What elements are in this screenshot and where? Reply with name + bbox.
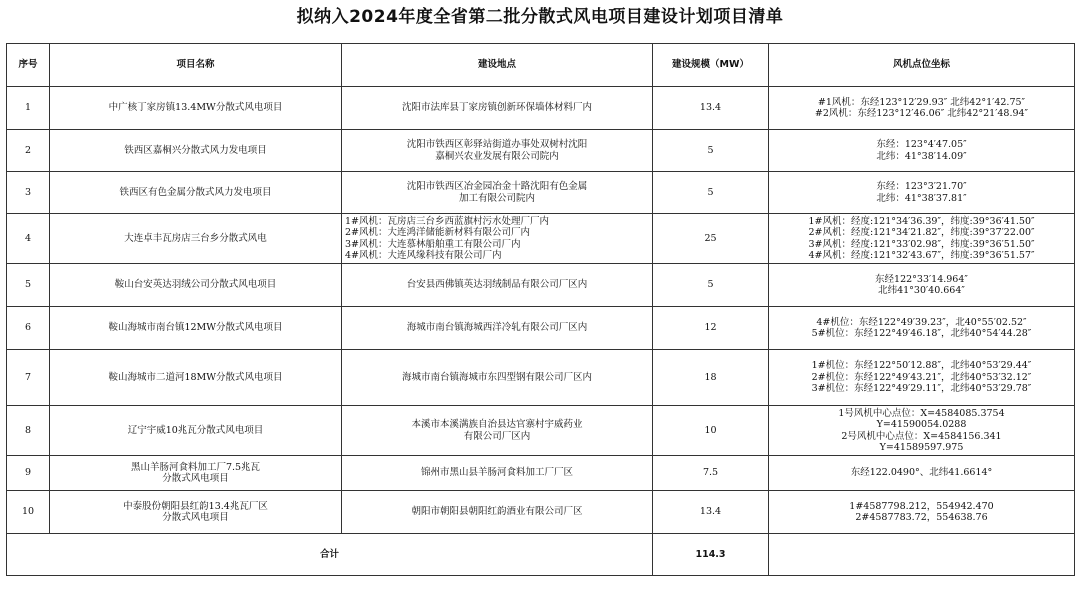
turbine-coords-line: 东经：123°4′47.05″ [876,139,967,150]
project-location-line: 4#风机：大连风缘科技有限公司厂内 [345,250,502,261]
project-location-line: 3#风机：大连慕林船舶重工有限公司厂内 [345,238,521,250]
project-location [342,307,653,350]
project-name-line: 中广核丁家房镇13.4MW分散式风电项目 [108,102,283,114]
turbine-coords [769,172,1075,214]
table-row [7,406,1075,456]
project-location-line: 1#风机：瓦房店三台乡西蓝旗村污水处理厂厂内 [345,215,550,227]
turbine-coords-line: 1号风机中心点位：X=4584085.3754 [838,407,1005,419]
turbine-coords-line: 东经：123°3′21.70″ [876,181,967,192]
row-number: 2 [7,130,50,172]
total-capacity: 114.3 [653,534,769,576]
table-row [7,307,1075,350]
header-name: 项目名称 [50,44,342,87]
project-capacity: 5 [653,172,769,214]
row-number: 4 [7,214,50,264]
turbine-coords-line: 1#机位：东经122°50′12.88″，北纬40°53′29.44″ [811,360,1032,372]
turbine-coords-line: 北纬：41°38′37.81″ [876,192,967,204]
total-row [7,534,1075,576]
project-location-line: 沈阳市铁西区彰驿站街道办事处双树村沈阳 [406,139,588,150]
project-location [342,264,653,307]
project-name-line: 铁西区嘉桐兴分散式风力发电项目 [124,144,267,156]
project-location [342,350,653,406]
turbine-coords [769,264,1075,307]
project-location-line: 海城市南台镇海城西洋冷轧有限公司厂区内 [406,322,588,334]
turbine-coords-line: 4#机位：东经122°49′39.23″，北40°55′02.52″ [816,316,1027,328]
project-name-line: 黑山羊肠河食料加工厂7.5兆瓦 [130,461,261,473]
project-location [342,456,653,491]
project-location [342,87,653,130]
project-name-line: 中泰股份朝阳县红韵13.4兆瓦厂区 [123,500,268,512]
project-name-line: 鞍山海城市二道河18MW分散式风电项目 [108,371,283,383]
project-capacity: 18 [653,350,769,406]
project-name [50,87,342,130]
project-name [50,130,342,172]
turbine-coords-line: Y=41589597.975 [879,442,964,453]
turbine-coords-line: #1风机：东经123°12′29.93″ 北纬42°1′42.75″ [817,96,1026,108]
project-location-line: 嘉桐兴农业发展有限公司院内 [435,150,559,162]
turbine-coords [769,307,1075,350]
project-capacity: 5 [653,130,769,172]
project-name [50,456,342,491]
project-capacity: 12 [653,307,769,350]
turbine-coords-line: 4#风机：经度:121°32′43.67″，纬度:39°36′51.57″ [808,250,1035,261]
project-location [342,491,653,534]
total-label: 合计 [7,534,653,576]
project-capacity: 10 [653,406,769,456]
table-row [7,87,1075,130]
table-row [7,350,1075,406]
table-row [7,172,1075,214]
project-name-line: 分散式风电项目 [162,473,229,484]
project-location-line: 朝阳市朝阳县朝阳红韵酒业有限公司厂区 [411,506,583,518]
project-capacity: 13.4 [653,491,769,534]
turbine-coords-line: #2风机：东经123°12′46.06″ 北纬42°21′48.94″ [814,108,1029,119]
turbine-coords-line: 东经122°33′14.964″ [875,273,968,285]
project-name-line: 大连卓丰瓦房店三台乡分散式风电 [124,232,267,244]
turbine-coords-line: 2号风机中心点位：X=4584156.341 [841,430,1002,442]
header-coords: 风机点位坐标 [769,44,1075,87]
project-name [50,214,342,264]
header-no: 序号 [7,44,50,87]
project-name [50,350,342,406]
turbine-coords [769,406,1075,456]
row-number: 6 [7,307,50,350]
project-location-line: 海城市南台镇海城市东四型钢有限公司厂区内 [401,371,592,383]
row-number: 8 [7,406,50,456]
project-name [50,264,342,307]
turbine-coords [769,350,1075,406]
project-location-line: 本溪市本溪满族自治县达官寨村宇威药业 [411,419,583,430]
turbine-coords [769,87,1075,130]
project-location-line: 有限公司厂区内 [463,430,531,442]
project-capacity: 25 [653,214,769,264]
project-name-line: 鞍山台安英达羽绒公司分散式风电项目 [114,279,277,291]
turbine-coords-line: 2#风机：经度:121°34′21.82″，纬度:39°37′22.00″ [808,227,1035,238]
turbine-coords-line: 3#风机：经度:121°33′02.98″，纬度:39°36′51.50″ [808,238,1035,250]
turbine-coords-line: 5#机位：东经122°49′46.18″，北纬40°54′44.28″ [811,328,1032,339]
row-number: 5 [7,264,50,307]
turbine-coords [769,214,1075,264]
project-location-line: 沈阳市铁西区冶金园冶金十路沈阳有色金属 [406,181,588,192]
project-location-line: 锦州市黑山县羊肠河食料加工厂厂区 [420,467,573,479]
turbine-coords-line: 1#4587798.212，554942.470 [849,500,994,512]
turbine-coords-line: 2#机位：东经122°49′43.21″，北纬40°53′32.12″ [811,371,1032,383]
turbine-coords-line: 2#4587783.72，554638.76 [855,512,988,523]
project-table [6,43,1075,576]
row-number: 9 [7,456,50,491]
turbine-coords-line: 1#风机：经度:121°34′36.39″，纬度:39°36′41.50″ [808,215,1035,227]
turbine-coords-line: 北纬：41°38′14.09″ [876,150,967,162]
project-name-line: 铁西区有色金属分散式风力发电项目 [119,186,272,198]
table-row [7,214,1075,264]
header-capacity: 建设规模（MW） [653,44,769,87]
project-capacity: 5 [653,264,769,307]
turbine-coords-line: 北纬41°30′40.664″ [878,285,965,296]
project-location-line: 加工有限公司院内 [458,192,535,204]
turbine-coords [769,491,1075,534]
table-row [7,130,1075,172]
table-row [7,264,1075,307]
project-capacity: 7.5 [653,456,769,491]
project-location [342,214,653,264]
table-row [7,456,1075,491]
row-number: 1 [7,87,50,130]
project-name-line: 鞍山海城市南台镇12MW分散式风电项目 [108,322,283,334]
row-number: 10 [7,491,50,534]
project-location [342,172,653,214]
project-name [50,491,342,534]
project-capacity: 13.4 [653,87,769,130]
project-location-line: 沈阳市法库县丁家房镇创新环保墙体材料厂内 [401,102,592,114]
project-name [50,406,342,456]
project-location-line: 台安县西佛镇英达羽绒制品有限公司厂区内 [406,279,588,291]
project-location [342,130,653,172]
total-empty-cell [769,534,1075,576]
turbine-coords [769,130,1075,172]
project-name-line: 分散式风电项目 [162,512,229,523]
row-number: 7 [7,350,50,406]
table-row [7,491,1075,534]
turbine-coords-line: Y=41590054.0288 [876,419,967,430]
project-name [50,307,342,350]
project-location [342,406,653,456]
project-name [50,172,342,214]
turbine-coords [769,456,1075,491]
turbine-coords-line: 3#机位：东经122°49′29.11″，北纬40°53′29.78″ [811,383,1032,395]
project-name-line: 辽宁宇威10兆瓦分散式风电项目 [127,424,264,436]
header-location: 建设地点 [342,44,653,87]
table-header-row [7,44,1075,87]
row-number: 3 [7,172,50,214]
page-title: 拟纳入2024年度全省第二批分散式风电项目建设计划项目清单 [296,7,784,27]
project-location-line: 2#风机：大连鸿洋储能新材料有限公司厂内 [345,227,531,238]
turbine-coords-line: 东经122.0490°、北纬41.6614° [850,467,993,479]
